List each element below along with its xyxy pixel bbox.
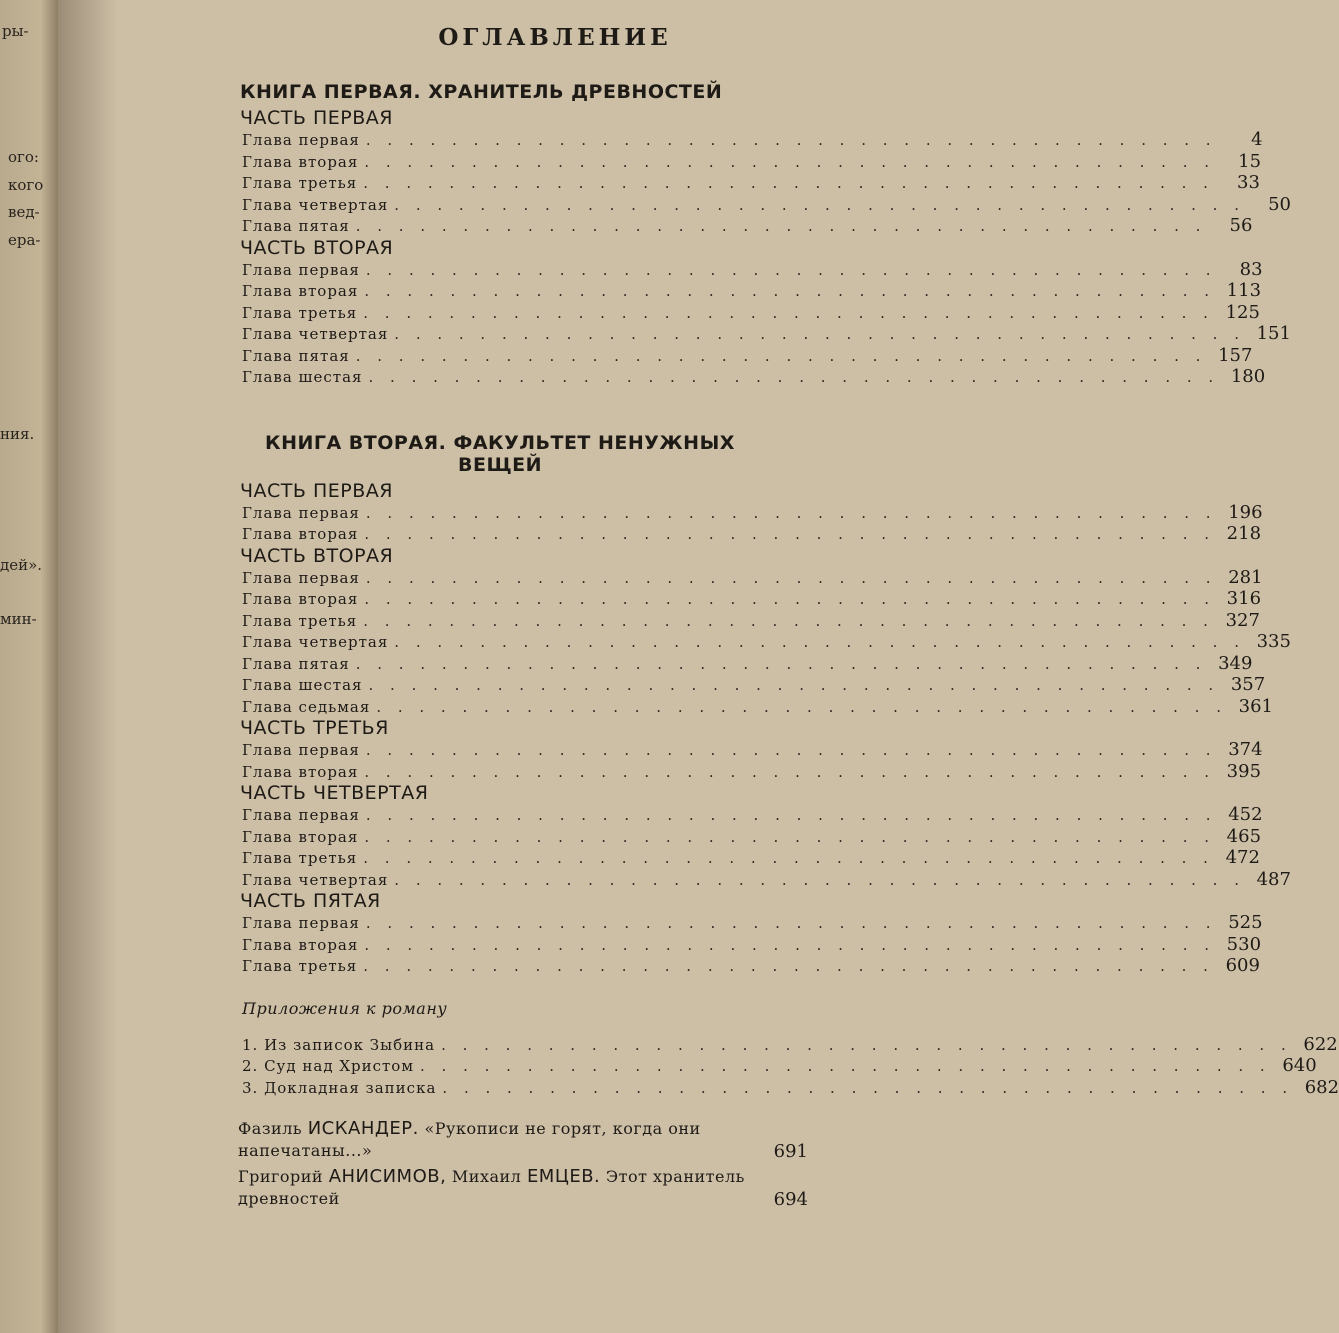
toc-row[interactable]	[242, 912, 1263, 934]
toc-row[interactable]	[242, 301, 1260, 324]
part-title: ЧАСТЬ ЧЕТВЕРТАЯ	[240, 782, 429, 804]
toc-row[interactable]	[242, 1033, 1338, 1056]
page-number: 125	[1225, 301, 1260, 323]
leader-dots: . . . . . . . . . . . . . . . . . . . . . . . . . . . . . . . . . . . . . . . .	[365, 914, 1217, 932]
leader-dots: . . . . . . . . . . . . . . . . . . . . . . . . . . . . . . . . . . . . . . . .	[442, 1078, 1294, 1097]
toc-row[interactable]	[242, 955, 1260, 977]
page-number: 83	[1239, 258, 1263, 280]
page-number: 694	[773, 1189, 808, 1210]
toc-row[interactable]	[242, 129, 1263, 151]
part-title: ЧАСТЬ ТРЕТЬЯ	[240, 717, 389, 739]
toc-row[interactable]	[242, 825, 1262, 848]
toc-row[interactable]	[242, 150, 1262, 173]
part-title: ЧАСТЬ ПЯТАЯ	[240, 890, 381, 912]
page-number: 691	[773, 1141, 808, 1162]
page-number: 609	[1225, 955, 1260, 976]
leader-dots: . . . . . . . . . . . . . . . . . . . . . . . . . . . . . . . . . . . . . . . .	[441, 1035, 1292, 1054]
toc-title: ОГЛАВЛЕНИЕ	[438, 24, 672, 51]
toc-row[interactable]	[242, 760, 1262, 783]
chapter-label: Глава пятая	[242, 217, 350, 235]
chapter-label: Глава первая	[242, 260, 360, 279]
chapter-label: Глава четвертая	[242, 870, 389, 889]
page-number: 395	[1226, 760, 1262, 782]
leader-dots: . . . . . . . . . . . . . . . . . . . . . . . . . . . . . . . . . . . . . . . .	[364, 525, 1216, 543]
leader-dots: . . . . . . . . . . . . . . . . . . . . . . . . . . . . . . . . . . . . . . . .	[394, 325, 1245, 343]
page-number: 357	[1230, 674, 1266, 695]
page-number: 525	[1228, 912, 1263, 933]
toc-row[interactable]	[242, 193, 1291, 216]
page-number: 349	[1218, 652, 1253, 674]
chapter-label: Глава пятая	[242, 654, 350, 673]
toc-row[interactable]	[242, 804, 1263, 826]
article-entry[interactable]	[238, 1166, 808, 1210]
part-title: ЧАСТЬ ВТОРАЯ	[240, 236, 394, 259]
article-entry[interactable]	[238, 1118, 808, 1162]
chapter-label: Глава вторая	[242, 152, 359, 171]
toc-row[interactable]	[242, 366, 1266, 388]
leader-dots: . . . . . . . . . . . . . . . . . . . . . . . . . . . . . . . . . . . . . . . .	[365, 568, 1217, 587]
toc-row[interactable]	[242, 847, 1260, 869]
book-title: КНИГА ПЕРВАЯ. ХРАНИТЕЛЬ ДРЕВНОСТЕЙ	[240, 81, 723, 103]
leader-dots: . . . . . . . . . . . . . . . . . . . . . . . . . . . . . . . . . . . . . . . .	[364, 152, 1216, 171]
toc-row[interactable]	[242, 1076, 1339, 1099]
page-number: 157	[1218, 344, 1253, 366]
author-first-name: Михаил	[451, 1167, 522, 1186]
leader-dots: . . . . . . . . . . . . . . . . . . . . . . . . . . . . . . . . . . . . . . . .	[363, 611, 1214, 630]
toc-row[interactable]	[242, 609, 1260, 632]
leader-dots: . . . . . . . . . . . . . . . . . . . . . . . . . . . . . . . . . . . . . . . .	[363, 303, 1214, 322]
left-page-fragment: кого	[8, 176, 44, 194]
book-title-line: ВЕЩЕЙ	[457, 453, 543, 476]
page-number: 622	[1303, 1033, 1338, 1055]
page-number: 374	[1228, 739, 1263, 760]
page-number: 530	[1226, 933, 1262, 955]
chapter-label: Глава вторая	[242, 282, 359, 300]
left-page-fragment: ния.	[0, 425, 35, 443]
appendix-label: 2. Суд над Христом	[242, 1057, 415, 1075]
page-number: 180	[1230, 366, 1266, 387]
leader-dots: . . . . . . . . . . . . . . . . . . . . . . . . . . . . . . . . . . . . . . . .	[376, 697, 1227, 716]
toc-row[interactable]	[242, 280, 1262, 302]
page-number: 465	[1226, 825, 1262, 847]
chapter-label: Глава первая	[242, 131, 360, 149]
toc-row[interactable]	[242, 172, 1260, 194]
leader-dots: . . . . . . . . . . . . . . . . . . . . . . . . . . . . . . . . . . . . . . . .	[364, 762, 1216, 781]
chapter-label: Глава вторая	[242, 762, 359, 781]
toc-row[interactable]	[242, 933, 1262, 956]
leader-dots: . . . . . . . . . . . . . . . . . . . . . . . . . . . . . . . . . . . . . . . .	[363, 849, 1214, 867]
page-number: 327	[1225, 609, 1260, 631]
chapter-label: Глава вторая	[242, 935, 359, 954]
leader-dots: . . . . . . . . . . . . . . . . . . . . . . . . . . . . . . . . . . . . . . . .	[365, 131, 1217, 149]
left-page-gutter	[0, 0, 58, 1333]
book-title	[240, 432, 760, 476]
chapter-label: Глава вторая	[242, 525, 359, 543]
chapter-label: Глава третья	[242, 849, 358, 867]
left-page-fragment: мин-	[0, 610, 37, 628]
left-page-fragment: вед-	[8, 203, 40, 221]
author-first-name: Григорий	[238, 1167, 324, 1186]
chapter-label: Глава первая	[242, 741, 360, 759]
toc-row[interactable]	[242, 344, 1253, 367]
chapter-label: Глава четвертая	[242, 633, 389, 651]
leader-dots: . . . . . . . . . . . . . . . . . . . . . . . . . . . . . . . . . . . . . . . .	[368, 368, 1220, 386]
leader-dots: . . . . . . . . . . . . . . . . . . . . . . . . . . . . . . . . . . . . . . . .	[355, 654, 1207, 673]
page-number: 472	[1225, 847, 1260, 868]
page-number: 113	[1226, 280, 1262, 301]
part-title: ЧАСТЬ ПЕРВАЯ	[240, 479, 393, 502]
page-number: 452	[1228, 804, 1263, 825]
toc-row[interactable]	[242, 739, 1263, 761]
chapter-label: Глава третья	[242, 957, 358, 975]
toc-row[interactable]	[242, 588, 1262, 610]
leader-dots: . . . . . . . . . . . . . . . . . . . . . . . . . . . . . . . . . . . . . . . .	[394, 633, 1245, 651]
left-page-fragment: ого:	[8, 148, 39, 166]
toc-row[interactable]	[242, 1055, 1317, 1077]
chapter-label: Глава четвертая	[242, 195, 389, 214]
author-last-name: ИСКАНДЕР.	[307, 1118, 419, 1139]
chapter-label: Глава четвертая	[242, 325, 389, 343]
article-text	[238, 1166, 758, 1210]
toc-row[interactable]	[242, 566, 1263, 589]
left-page-fragment: ры-	[2, 22, 29, 40]
article-title: «Рукописи не горят, когда они напечатаны...»	[238, 1119, 701, 1160]
toc-row[interactable]	[242, 258, 1263, 281]
author-last-name: АНИСИМОВ,	[328, 1166, 447, 1187]
toc-row[interactable]	[242, 868, 1291, 891]
author-last-name: ЕМЦЕВ.	[526, 1166, 601, 1187]
left-page-fragment: дей».	[0, 556, 43, 574]
page-number: 4	[1251, 129, 1263, 150]
page-number: 196	[1228, 501, 1263, 523]
leader-dots: . . . . . . . . . . . . . . . . . . . . . . . . . . . . . . . . . . . . . . . .	[363, 957, 1214, 975]
part-title: ЧАСТЬ ПЕРВАЯ	[240, 107, 393, 129]
chapter-label: Глава шестая	[242, 676, 363, 694]
book-title-line: КНИГА ВТОРАЯ. ФАКУЛЬТЕТ НЕНУЖНЫХ	[265, 431, 735, 454]
leader-dots: . . . . . . . . . . . . . . . . . . . . . . . . . . . . . . . . . . . . . . . .	[364, 935, 1216, 954]
chapter-label: Глава первая	[242, 568, 360, 587]
chapter-label: Глава первая	[242, 914, 360, 932]
page-number: 361	[1238, 695, 1273, 717]
toc-row[interactable]	[242, 523, 1262, 545]
page-number: 33	[1237, 172, 1260, 193]
page-number: 50	[1268, 193, 1291, 215]
article-text	[238, 1118, 758, 1162]
page-number: 56	[1229, 215, 1253, 236]
article-title: Этот хранитель древностей	[238, 1167, 745, 1208]
part-title: ЧАСТЬ ВТОРАЯ	[240, 544, 394, 567]
page-number: 151	[1256, 323, 1291, 344]
toc-row[interactable]	[242, 652, 1253, 675]
leader-dots: . . . . . . . . . . . . . . . . . . . . . . . . . . . . . . . . . . . . . . . .	[364, 282, 1216, 300]
leader-dots: . . . . . . . . . . . . . . . . . . . . . . . . . . . . . . . . . . . . . . . .	[365, 741, 1217, 759]
leader-dots: . . . . . . . . . . . . . . . . . . . . . . . . . . . . . . . . . . . . . . . .	[364, 590, 1216, 608]
leader-dots: . . . . . . . . . . . . . . . . . . . . . . . . . . . . . . . . . . . . . . . .	[394, 195, 1245, 214]
toc-row[interactable]	[242, 695, 1273, 718]
leader-dots: . . . . . . . . . . . . . . . . . . . . . . . . . . . . . . . . . . . . . . . .	[355, 217, 1207, 235]
page-number: 487	[1256, 868, 1291, 890]
chapter-label: Глава первая	[242, 806, 360, 824]
binding-shadow	[58, 0, 118, 1333]
appendix-title: Приложения к роману	[242, 998, 448, 1018]
chapter-label: Глава первая	[242, 503, 360, 522]
page-number: 640	[1282, 1055, 1317, 1076]
chapter-label: Глава вторая	[242, 590, 359, 608]
toc-row[interactable]	[242, 215, 1253, 237]
leader-dots: . . . . . . . . . . . . . . . . . . . . . . . . . . . . . . . . . . . . . . . .	[365, 260, 1217, 279]
chapter-label: Глава шестая	[242, 368, 363, 386]
page-number: 316	[1226, 588, 1262, 609]
chapter-label: Глава седьмая	[242, 697, 371, 716]
appendix-label: 3. Докладная записка	[242, 1078, 437, 1097]
chapter-label: Глава третья	[242, 303, 358, 322]
leader-dots: . . . . . . . . . . . . . . . . . . . . . . . . . . . . . . . . . . . . . . . .	[355, 346, 1207, 365]
leader-dots: . . . . . . . . . . . . . . . . . . . . . . . . . . . . . . . . . . . . . . . .	[365, 806, 1217, 824]
page-number: 218	[1226, 523, 1262, 544]
page-number: 281	[1228, 566, 1263, 588]
leader-dots: . . . . . . . . . . . . . . . . . . . . . . . . . . . . . . . . . . . . . . . .	[365, 503, 1217, 522]
page-number: 15	[1238, 150, 1262, 172]
left-page-fragment: ера-	[8, 231, 41, 249]
toc-row[interactable]	[242, 323, 1291, 345]
leader-dots: . . . . . . . . . . . . . . . . . . . . . . . . . . . . . . . . . . . . . . . .	[420, 1057, 1271, 1075]
chapter-label: Глава пятая	[242, 346, 350, 365]
toc-row[interactable]	[242, 674, 1266, 696]
toc-row[interactable]	[242, 501, 1263, 524]
leader-dots: . . . . . . . . . . . . . . . . . . . . . . . . . . . . . . . . . . . . . . . .	[363, 174, 1214, 192]
appendix-label: 1. Из записок Зыбина	[242, 1035, 436, 1054]
leader-dots: . . . . . . . . . . . . . . . . . . . . . . . . . . . . . . . . . . . . . . . .	[364, 827, 1216, 846]
chapter-label: Глава вторая	[242, 827, 359, 846]
page-number: 682	[1304, 1076, 1339, 1098]
author-first-name: Фазиль	[238, 1119, 303, 1138]
leader-dots: . . . . . . . . . . . . . . . . . . . . . . . . . . . . . . . . . . . . . . . .	[368, 676, 1220, 694]
chapter-label: Глава третья	[242, 174, 358, 192]
leader-dots: . . . . . . . . . . . . . . . . . . . . . . . . . . . . . . . . . . . . . . . .	[394, 870, 1245, 889]
toc-page	[230, 20, 1339, 1210]
page-number: 335	[1256, 631, 1291, 652]
toc-row[interactable]	[242, 631, 1291, 653]
chapter-label: Глава третья	[242, 611, 358, 630]
